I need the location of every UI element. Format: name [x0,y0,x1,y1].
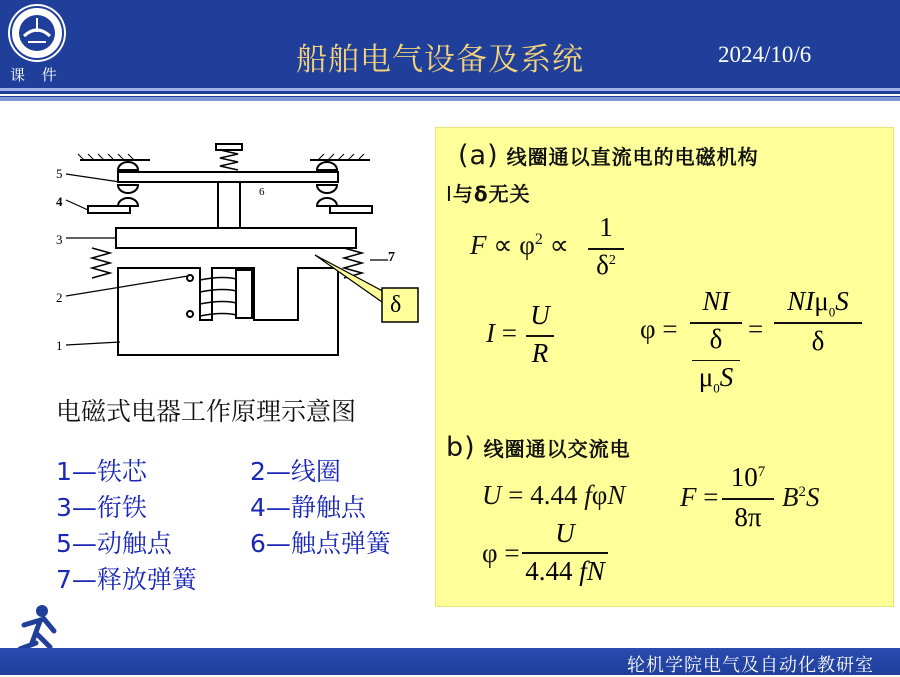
formula-current: I = [486,318,517,348]
formula-force-dc-fraction: 1 $\delta^2$ [588,212,624,282]
header-divider [0,97,900,101]
dc-lead: (a) [458,140,499,171]
legend-item: 2—线圈 [250,457,341,486]
diagram-label-4: 4 [56,194,63,209]
formula-current-fraction: U R [526,300,554,370]
dc-subheading-text: 与δ无关 [452,182,531,206]
diagram-label-6: 6 [259,186,265,198]
diagram-label-3: 3 [56,232,63,247]
formula-flux-dc-fraction: NI δ $\mu_0S$ [690,286,742,396]
legend-item: 3—衔铁 [56,493,147,522]
legend-item: 6—触点弹簧 [250,529,391,558]
ac-heading [446,432,631,463]
header-divider [0,94,900,96]
formula-force-ac: F = [680,482,719,512]
formula-flux-ac-fraction: U 4.44 fN [522,518,608,590]
legend-item: 7—释放弹簧 [56,565,197,594]
legend-item: 4—静触点 [250,493,366,522]
diagram-caption: 电磁式电器工作原理示意图 [56,397,357,426]
dc-subheading [446,178,531,207]
formula-flux-dc-result: NIμ$_0$S δ [774,286,862,360]
diagram-label-1: 1 [56,338,63,353]
dc-heading [458,140,759,171]
ac-heading-text: 线圈通以交流电 [483,437,631,461]
formula-flux-dc: φ = [640,314,678,344]
electromagnet-diagram [40,130,430,370]
dc-subheading-prefix: I [446,182,453,206]
ac-lead: b) [446,432,476,463]
page-title: 船舶电气设备及系统 [296,42,584,78]
date-label: 2024/10/6 [718,42,812,67]
footer-text: 轮机学院电气及自动化教研室 [627,655,874,676]
formula-force-ac-fraction: $10^7$ 8π [722,462,774,536]
formula-flux-ac: φ = [482,538,520,568]
diagram-label-7: 7 [388,250,395,265]
runner-logo-icon [14,603,66,651]
legend-item: 5—动触点 [56,529,172,558]
diagram-label-2: 2 [56,290,63,305]
diagram-label-5: 5 [56,166,63,181]
header-divider [0,88,900,91]
legend-item: 1—铁芯 [56,457,147,486]
formula-flux-dc-eq: = [748,314,764,344]
courseware-label: 课 件 [10,66,63,84]
dc-heading-text: 线圈通以直流电的电磁机构 [506,145,759,169]
formula-voltage-ac: U = 4.44 fφN [482,480,626,510]
gap-delta-label: δ [390,292,402,318]
formula-force-ac-tail: $B^2S$ [782,482,820,512]
university-logo-icon [6,2,68,64]
formula-force-dc: $F \propto \varphi^2$ ∝ [470,230,569,260]
